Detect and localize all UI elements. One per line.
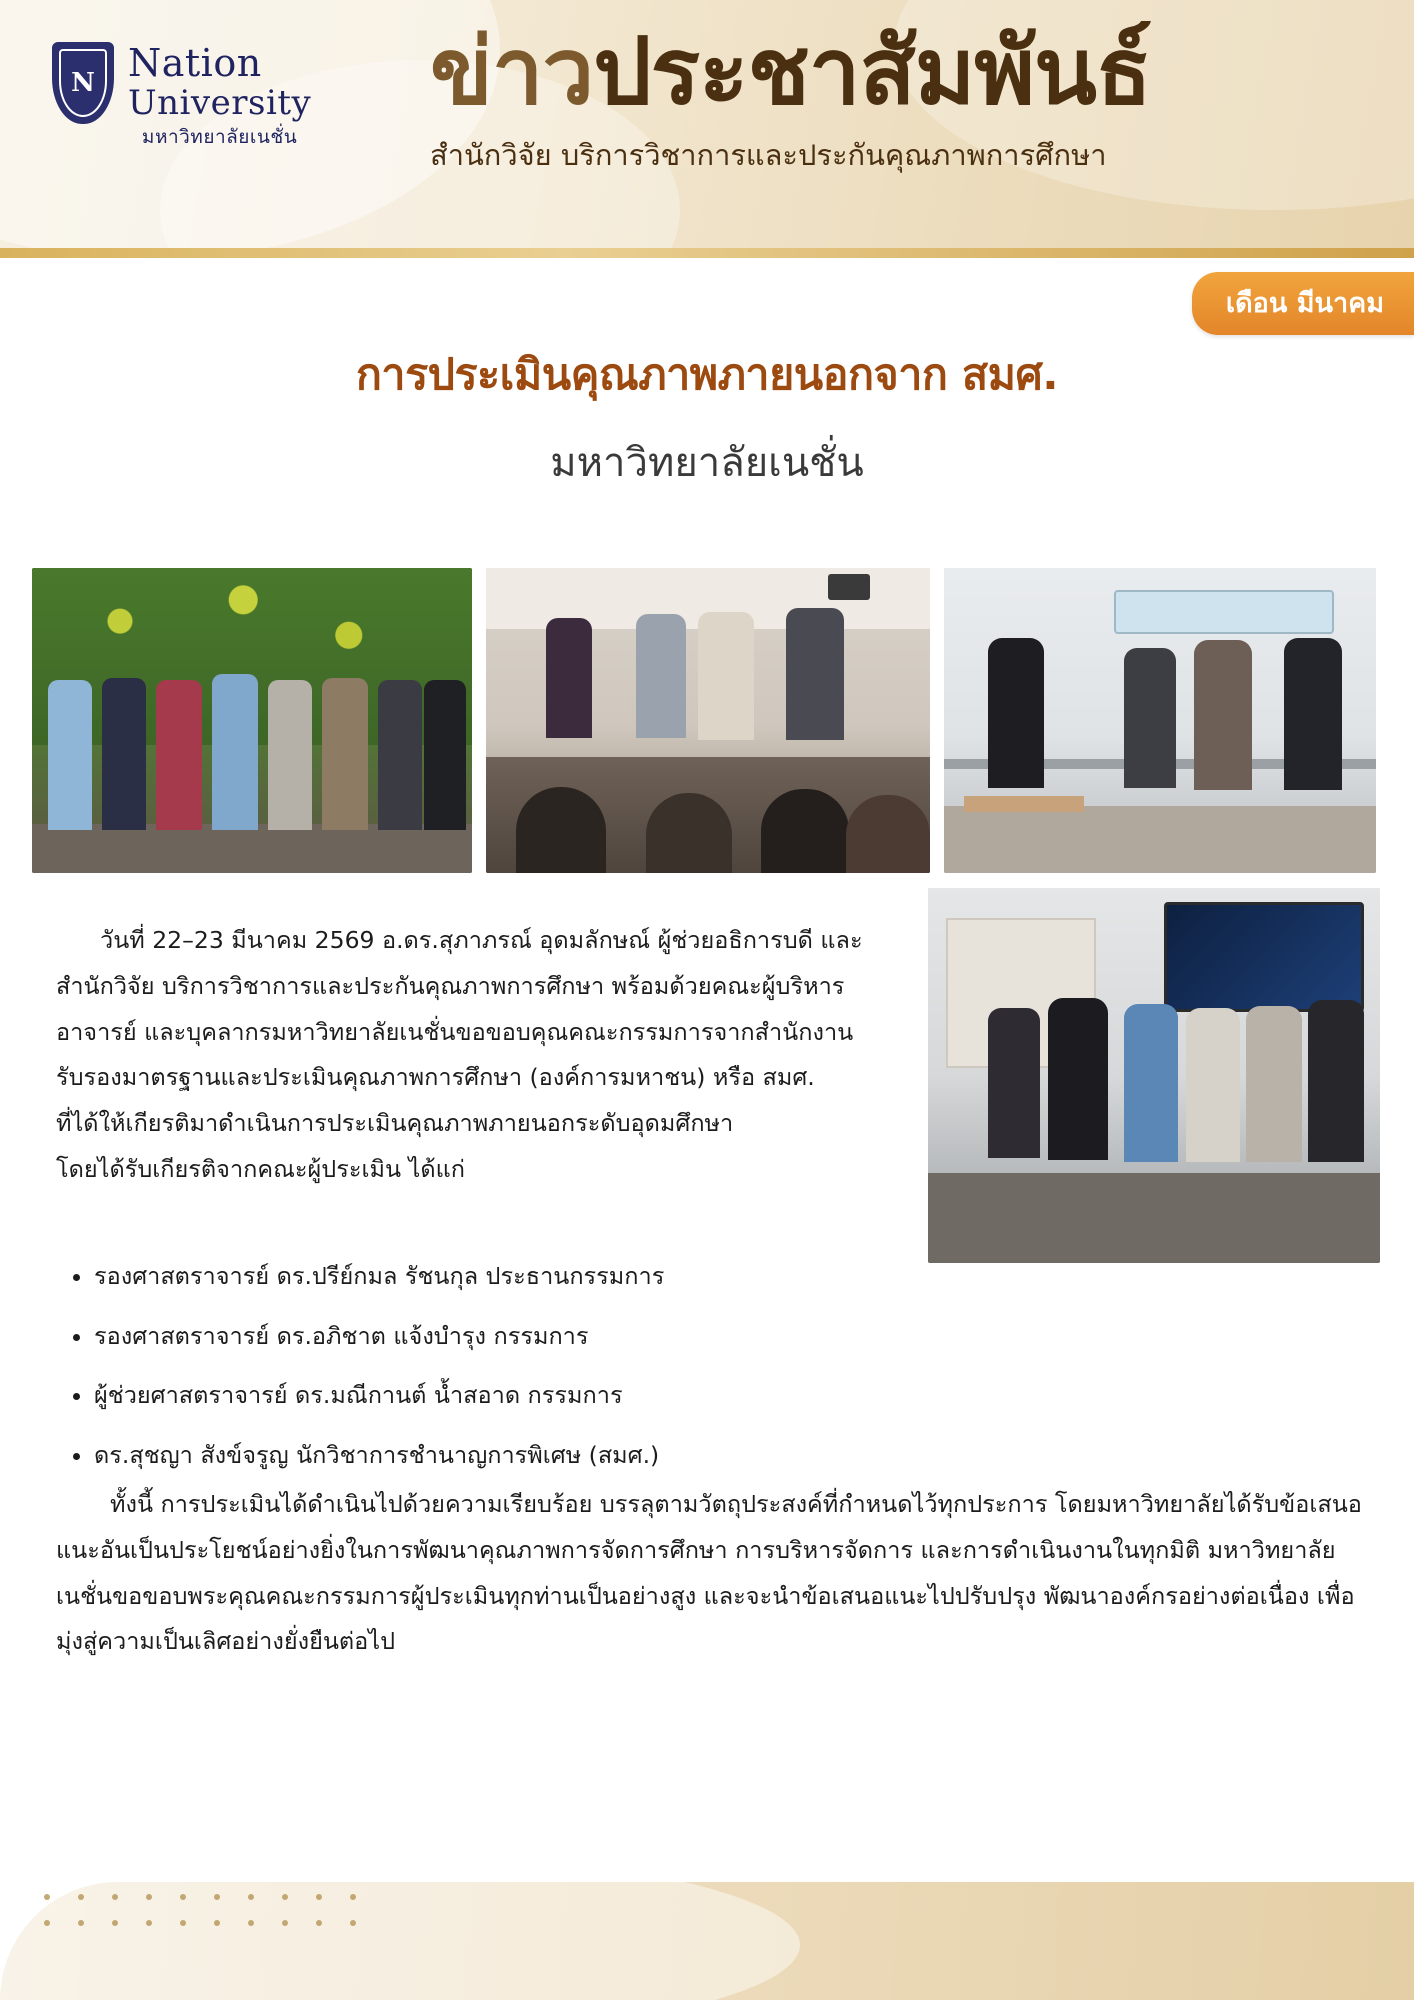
photo-person	[268, 680, 312, 830]
photo-group-outdoors	[32, 568, 472, 873]
photo-person	[646, 793, 732, 873]
photo-speaker	[828, 574, 870, 600]
committee-list	[56, 1258, 956, 1496]
body-paragraph-1: วันที่ 22–23 มีนาคม 2569 อ.ดร.สุภาภรณ์ อุดมลักษณ์ ผู้ช่วยอธิการบดี และสำนักวิจัย บริการวิชาการและประกันคุณภาพการศึกษา พร้อมด้วยคณะผู้บริหาร อาจารย์ และบุคลากรมหาวิทยาลัยเนชั่นขอขอบคุณคณะกรรมการจากสำนักงานรับรองมาตรฐานและประเมินคุณภาพการศึกษา (องค์การมหาชน) หรือ สมศ.	[56, 926, 863, 1092]
photo-person	[322, 678, 368, 830]
photo-person	[988, 1008, 1040, 1158]
closing-paragraph: ทั้งนี้ การประเมินได้ดำเนินไปด้วยความเรียบร้อย บรรลุตามวัตถุประสงค์ที่กำหนดไว้ทุกประการ โดยมหาวิทยาลัยได้รับข้อเสนอแนะอันเป็นประโยชน์อย่างยิ่งในการพัฒนาคุณภาพการจัดการศึกษา การบริหารจัดการ และการดำเนินงานในทุกมิติ มหาวิทยาลัยเนชั่นขอขอบพระคุณคณะกรรมการผู้ประเมินทุกท่านเป็นอย่างสูง และจะนำข้อเสนอแนะไปปรับปรุง พัฒนาองค์กรอย่างต่อเนื่อง เพื่อมุ่งสู่ความเป็นเลิศอย่างยั่งยืนต่อไป	[56, 1490, 1362, 1656]
shield-icon	[52, 42, 114, 124]
closing-paragraph-block	[56, 1482, 1364, 1665]
photo-screen	[1164, 902, 1364, 1012]
body-paragraph-2: ที่ได้ให้เกียรติมาดำเนินการประเมินคุณภาพภายนอกระดับอุดมศึกษา	[56, 1109, 734, 1138]
photo-person	[1194, 640, 1252, 790]
month-badge: เดือน มีนาคม	[1192, 272, 1414, 335]
photo-person	[48, 680, 92, 830]
photo-person	[1124, 648, 1176, 788]
logo-text-block	[128, 42, 311, 147]
photo-person	[786, 608, 844, 740]
list-item: • รองศาสตราจารย์ ดร.ปรีย์กมล รัชนกุล ประธานกรรมการ	[94, 1258, 956, 1296]
university-logo	[52, 42, 311, 147]
photo-person	[546, 618, 592, 738]
body-paragraph-3: โดยได้รับเกียรติจากคณะผู้ประเมิน ได้แก่	[56, 1155, 465, 1184]
logo-name-line2: University	[128, 83, 312, 123]
photo-table	[964, 796, 1084, 812]
photo-person	[761, 789, 849, 873]
photo-presentation-room	[928, 888, 1380, 1263]
poster-header	[0, 0, 1414, 258]
footer-dot-pattern	[44, 1894, 384, 1946]
photo-laboratory-visit	[944, 568, 1376, 873]
photo-person	[378, 680, 422, 830]
photo-person	[636, 614, 686, 738]
photo-person	[1246, 1006, 1302, 1162]
photo-person	[424, 680, 466, 830]
photo-floor	[944, 806, 1376, 873]
photo-ground	[32, 824, 472, 873]
page-subtitle: มหาวิทยาลัยเนชั่น	[550, 440, 864, 486]
photo-person	[988, 638, 1044, 788]
photo-person	[516, 787, 606, 873]
photo-person	[1124, 1004, 1178, 1162]
photo-person	[102, 678, 146, 830]
photo-fume-hood	[1114, 590, 1334, 634]
banner-subtitle: สำนักวิจัย บริการวิชาการและประกันคุณภาพการศึกษา	[430, 138, 1107, 172]
banner-title-part1: ข่าว	[430, 18, 594, 125]
poster-footer	[0, 1810, 1414, 2000]
list-item: • รองศาสตราจารย์ ดร.อภิชาต แจ้งบำรุง กรรมการ	[94, 1318, 956, 1356]
photo-person	[846, 795, 930, 873]
page-title: การประเมินคุณภาพภายนอกจาก สมศ.	[355, 350, 1059, 400]
banner-title	[430, 18, 1380, 125]
headline-block	[0, 340, 1414, 494]
photo-person	[1284, 638, 1342, 790]
banner-title-block	[430, 18, 1380, 178]
photo-person	[156, 680, 202, 830]
photo-meeting-room	[486, 568, 930, 873]
shield-letter: N	[59, 49, 107, 117]
photo-person	[1308, 1000, 1364, 1162]
photo-person	[212, 674, 258, 830]
photo-person	[698, 612, 754, 740]
banner-title-part2: ประชาสัมพันธ์	[593, 18, 1152, 125]
photo-table	[928, 1173, 1380, 1263]
list-item: • ดร.สุชญา สังข์จรูญ นักวิชาการชำนาญการพิเศษ (สมศ.)	[94, 1437, 956, 1475]
photo-person	[1048, 998, 1108, 1160]
logo-name-line1: Nation	[128, 41, 262, 85]
logo-name-thai: มหาวิทยาลัยเนชั่น	[141, 126, 298, 148]
list-item: • ผู้ช่วยศาสตราจารย์ ดร.มณีกานต์ น้ำสอาด กรรมการ	[94, 1377, 956, 1415]
photo-person	[1186, 1008, 1240, 1162]
photo-gallery	[32, 568, 1376, 873]
article-body	[56, 918, 886, 1193]
